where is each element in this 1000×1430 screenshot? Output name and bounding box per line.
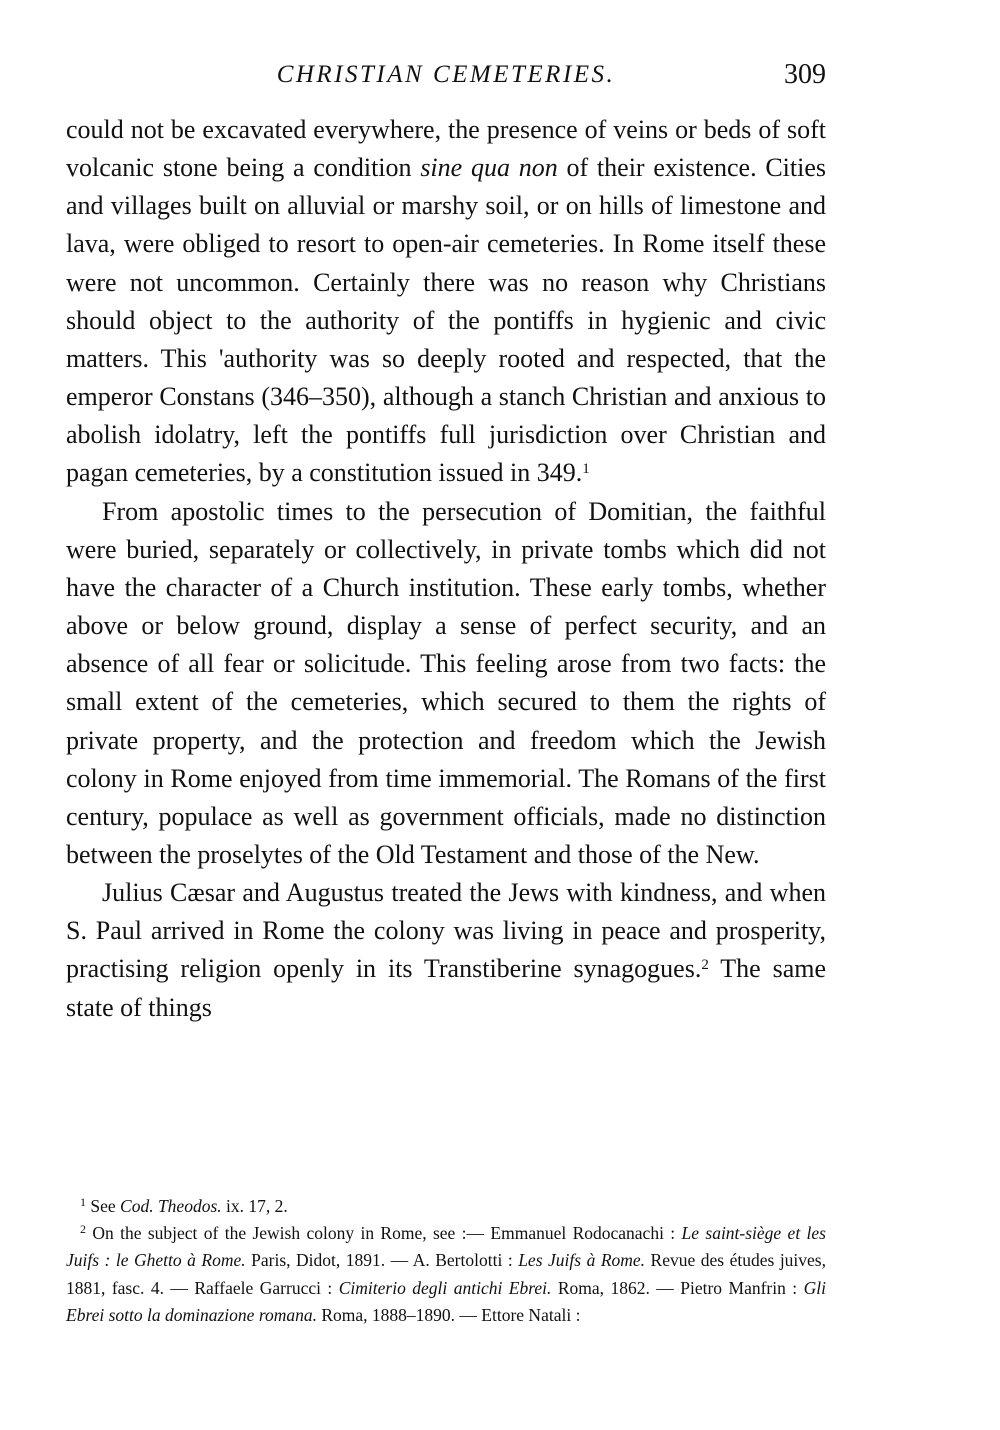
- body-text: [66, 111, 826, 1027]
- page-header: [66, 55, 826, 95]
- footnote-mark: 2: [80, 1222, 86, 1237]
- footnote: $^2$ On the subject of the Jewish colony in Rome, see :— Emmanuel Rodocanachi : Le saint-siège et les Juifs : le Ghetto à Rome. Paris, Didot, 1891. — A. Bertolotti : Les Juifs à Rome. Revue des études juives, 1881, fasc. 4. — Raffaele Garrucci : Cimiterio degli antichi Ebrei. Roma, 1862. — Pietro Manfrin : Gli Ebrei sotto la dominazione romana. Roma, 1888–1890. — Ettore Natali :: [66, 1222, 826, 1325]
- footnote-mark: 1: [80, 1195, 86, 1209]
- emphasis: sine qua non: [420, 153, 558, 183]
- footnote-ref: 1: [582, 461, 590, 478]
- footnote-ref: 2: [701, 957, 709, 974]
- page-number: 309: [784, 59, 826, 90]
- footnotes: [66, 1193, 826, 1329]
- paragraph: could not be excavated everywhere, the presence of veins or beds of soft volcanic stone being a condition sine qua non of their existence. Cities and villages built on alluvial or marshy soil, or on hills of limestone and lava, were obliged to resort to open-air cemeteries. In Rome itself these were not uncommon. Certainly there was no reason why Christians should object to the authority of the pontiffs in hygienic and civic matters. This 'authority was so deeply rooted and respected, that the emperor Constans (346–350), although a stanch Christian and anxious to abolish idolatry, left the pontiffs full jurisdiction over Christian and pagan cemeteries, by a constitution issued in 349.$^1$: [66, 115, 827, 488]
- paragraph: Julius Cæsar and Augustus treated the Jews with kindness, and when S. Paul arrived in Rome the colony was living in peace and prosperity, practising religion openly in its Transtiberine synagogues.$^2$ The same state of things: [66, 878, 826, 1022]
- running-head: CHRISTIAN CEMETERIES.: [276, 61, 616, 88]
- paragraph: From apostolic times to the persecution of Domitian, the faithful were buried, separately or collectively, in private tombs which did not have the character of a Church institution. These early tombs, whether above or below ground, display a sense of perfect security, and an absence of all fear or solicitude. This feeling arose from two facts: the small extent of the cemeteries, which secured to them the rights of private property, and the protection and freedom which the Jewish colony in Rome enjoyed from time immemorial. The Romans of the first century, populace as well as government officials, made no distinction between the proselytes of the Old Testament and those of the New.: [66, 496, 826, 869]
- footnote: $^1$ See Cod. Theodos. ix. 17, 2.: [80, 1195, 288, 1216]
